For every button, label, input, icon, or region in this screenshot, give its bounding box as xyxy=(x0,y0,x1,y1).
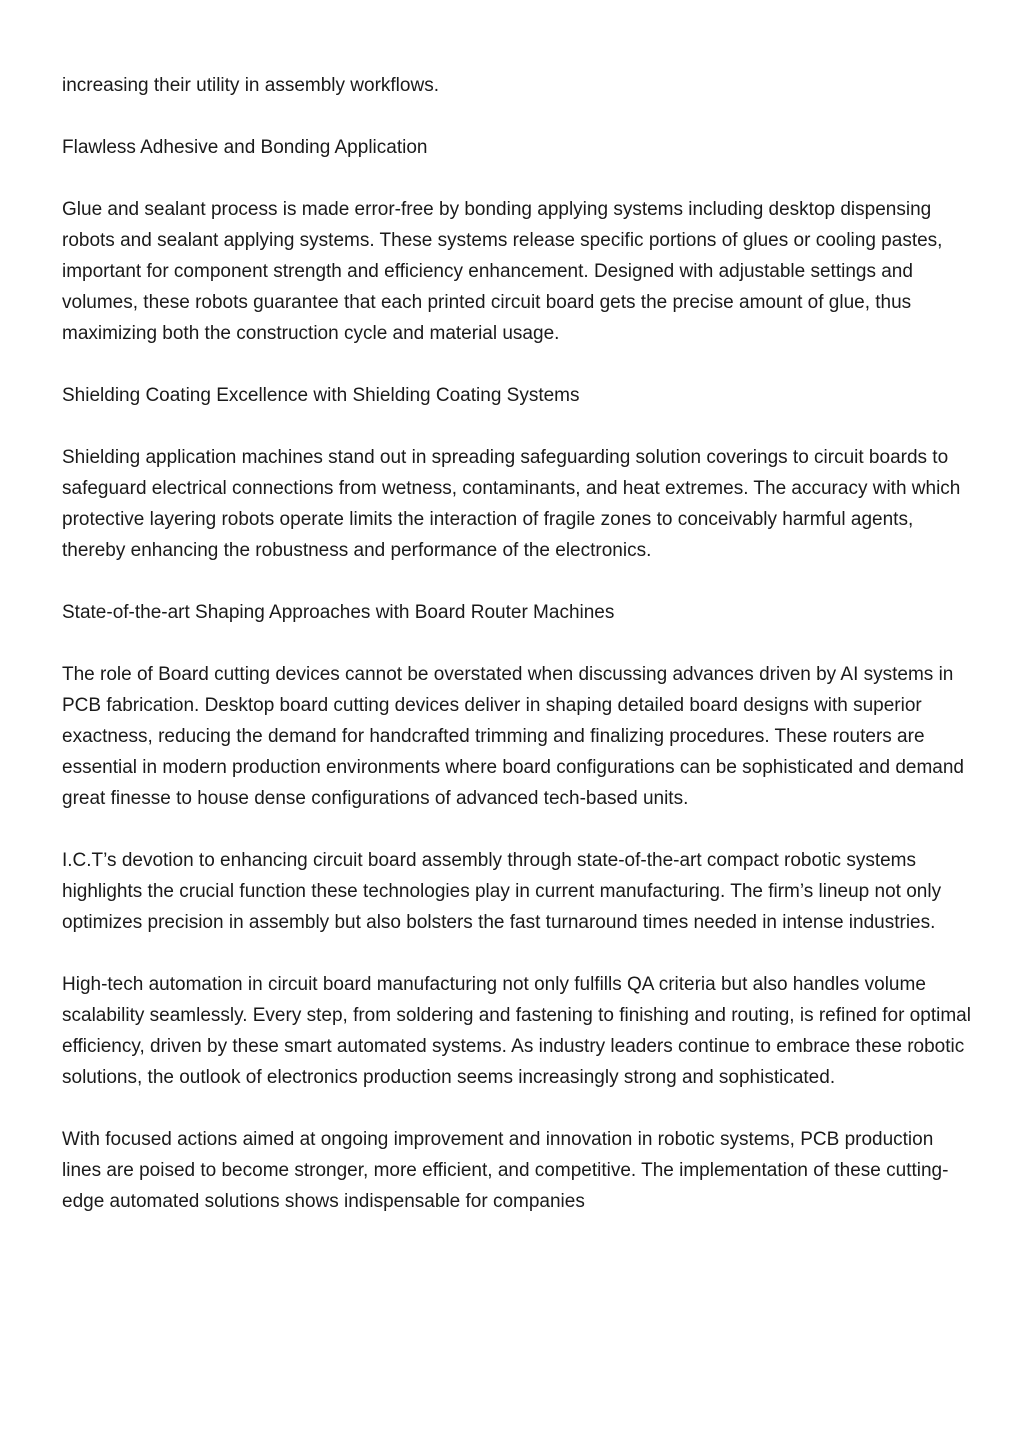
paragraph-high-tech-automation: High-tech automation in circuit board manufacturing not only fulfills QA criteria but also handles volume scalability seamlessly. Every step, from soldering and fastening to finishing and routing, is refined for optimal efficiency, driven by these smart automated systems. As industry leaders continue to embrace these robotic solutions, the outlook of electronics production seems increasingly strong and sophisticated. xyxy=(62,974,971,1088)
paragraph-adhesive-bonding: Glue and sealant process is made error-free by bonding applying systems including desktop dispensing robots and sealant applying systems. These systems release specific portions of glues or cooling pastes, important for component strength and efficiency enhancement. Designed with adjustable settings and volumes, these robots guarantee that each printed circuit board gets the precise amount of glue, thus maximizing both the construction cycle and material usage. xyxy=(62,199,943,344)
heading-shielding-coating: Shielding Coating Excellence with Shielding Coating Systems xyxy=(62,385,580,406)
paragraph-ict-devotion: I.C.T’s devotion to enhancing circuit board assembly through state-of-the-art compact robotic systems highlights the crucial function these technologies play in current manufacturing. The firm’s lineup not only optimizes precision in assembly but also bolsters the fast turnaround times needed in intense industries. xyxy=(62,850,942,933)
paragraph-shielding-coating: Shielding application machines stand out in spreading safeguarding solution coverings to circuit boards to safeguard electrical connections from wetness, contaminants, and heat extremes. The accuracy with which protective layering robots operate limits the interaction of fragile zones to conceivably harmful agents, thereby enhancing the robustness and performance of the electronics. xyxy=(62,447,961,561)
heading-board-router: State-of-the-art Shaping Approaches with Board Router Machines xyxy=(62,602,615,623)
paragraph-continuation: increasing their utility in assembly workflows. xyxy=(62,75,439,96)
document-page xyxy=(62,70,972,1248)
heading-adhesive-bonding: Flawless Adhesive and Bonding Application xyxy=(62,137,428,158)
paragraph-focused-actions: With focused actions aimed at ongoing improvement and innovation in robotic systems, PCB production lines are poised to become stronger, more efficient, and competitive. The implementation of these cutting-edge automated solutions shows indispensable for companies xyxy=(62,1129,949,1212)
paragraph-board-router: The role of Board cutting devices cannot be overstated when discussing advances driven by AI systems in PCB fabrication. Desktop board cutting devices deliver in shaping detailed board designs with superior exactness, reducing the demand for handcrafted trimming and finalizing procedures. These routers are essential in modern production environments where board configurations can be sophisticated and demand great finesse to house dense configurations of advanced tech-based units. xyxy=(62,664,964,809)
